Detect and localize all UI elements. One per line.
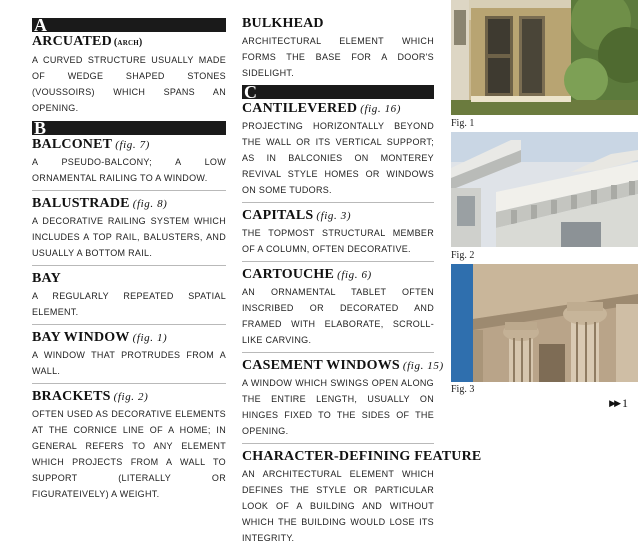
figure-1-photo [451,0,638,115]
entry-balconet [32,137,226,191]
page-number-footer [609,396,628,411]
section-letter: A [34,15,47,35]
section-letter: C [244,82,257,102]
entry-cartouche [242,267,434,353]
figure-3-photo [451,264,638,382]
figure-reference: (fig. 16) [360,103,402,115]
figure-reference: (fig. 2) [113,391,149,403]
term-name: CHARACTER-DEFINING FEATURE [242,449,482,464]
term-title [32,271,226,287]
figure-2-caption: Fig. 2 [451,250,475,261]
term-note: (arch) [113,37,143,48]
term-definition: PROJECTING HORIZONTALLY BEYOND THE WALL OR ITS VERTICAL SUPPORT; AS IN BALCONIES ON MONTEREY REVIVAL STYLE HOMES OR WINDOWS ON SOME TUDORS. [242,121,434,195]
term-title [32,34,226,51]
figure-reference: (fig. 3) [316,210,352,222]
section-letter: B [34,118,47,138]
term-definition: AN ORNAMENTAL TABLET OFTEN INSCRIBED OR DECORATED AND FRAMED WITH ELABORATE, SCROLL-LIKE CARVING. [242,287,434,345]
entry-arcuated [32,34,226,119]
capitals-columns-image [451,264,638,382]
term-name: BAY WINDOW [32,330,130,345]
entry-cantilevered [242,101,434,203]
entry-bay-window [32,330,226,384]
term-definition: A PSEUDO-BALCONY; A LOW ORNAMENTAL RAILING TO A WINDOW. [32,157,226,183]
term-definition: A REGULARLY REPEATED SPATIAL ELEMENT. [32,291,226,317]
left-column [32,0,226,511]
term-name: BAY [32,271,61,286]
bay-window-house-image [451,0,638,115]
term-title [242,449,482,465]
term-name: CARTOUCHE [242,267,335,282]
figure-reference: (fig. 6) [337,269,372,281]
section-header-c [242,82,434,102]
entry-bay [32,271,226,325]
term-name: CANTILEVERED [242,101,358,116]
figure-1-caption: Fig. 1 [451,118,475,129]
term-title [242,267,434,283]
term-title [242,16,434,32]
term-title [242,208,434,224]
term-definition: ARCHITECTURAL ELEMENT WHICH FORMS THE BASE FOR A DOOR'S SIDELIGHT. [242,36,434,78]
term-name: BRACKETS [32,389,111,404]
term-name: BULKHEAD [242,16,324,31]
term-definition: A WINDOW WHICH SWINGS OPEN ALONG THE ENTIRE LENGTH, USUALLY ON HINGES FIXED TO THE SIDES OF THE OPENING. [242,378,434,436]
term-title [242,358,444,374]
entry-capitals [242,208,434,262]
term-definition: A CURVED STRUCTURE USUALLY MADE OF WEDGE SHAPED STONES (VOUSSOIRS) WHICH SPANS AN OPENING. [32,55,226,113]
figure-reference: (fig. 1) [132,332,168,344]
term-definition: A WINDOW THAT PROTRUDES FROM A WALL. [32,350,226,376]
figures-column [451,0,638,413]
figure-reference: (fig. 7) [115,139,150,151]
term-definition: AN ARCHITECTURAL ELEMENT WHICH DEFINES THE STYLE OR PARTICULAR LOOK OF A BUILDING AND WITHOUT WHICH THE BUILDING WOULD LOSE ITS INTEGRITY. [242,469,434,543]
entry-casement-windows [242,358,444,444]
term-definition: THE TOPMOST STRUCTURAL MEMBER OF A COLUMN, OFTEN DECORATIVE. [242,228,434,254]
term-title [32,137,226,153]
term-definition: OFTEN USED AS DECORATIVE ELEMENTS AT THE CORNICE LINE OF A HOME; IN GENERAL REFERS TO ANY ELEMENT WHICH PROJECTS FROM A WALL TO SUPPORT (LITERALLY OR FIGURATEIVELY) A WEIGHT. [32,409,226,499]
page-number: 1 [622,396,628,410]
term-name: BALCONET [32,137,113,152]
term-name: CAPITALS [242,208,314,223]
figure-2-photo [451,132,638,247]
term-title [32,196,226,212]
term-definition: A DECORATIVE RAILING SYSTEM WHICH INCLUDES A TOP RAIL, BALUSTERS, AND USUALLY A BOTTOM RAIL. [32,216,226,258]
entry-bulkhead [242,16,434,83]
entry-brackets [32,389,226,506]
term-name: BALUSTRADE [32,196,130,211]
section-header-a [32,15,226,35]
entry-character-defining-feature [242,449,482,550]
term-name: CASEMENT WINDOWS [242,358,400,373]
section-header-b [32,118,226,138]
double-arrow-icon: ▶▶ [609,398,619,408]
term-title [32,330,226,346]
figure-reference: (fig. 15) [402,360,444,372]
entry-balustrade [32,196,226,266]
term-title [242,101,434,117]
term-title [32,389,226,405]
term-name: ARCUATED [32,34,112,49]
figure-3-caption: Fig. 3 [451,384,475,395]
figure-reference: (fig. 8) [132,198,168,210]
brackets-cornice-image [451,132,638,247]
